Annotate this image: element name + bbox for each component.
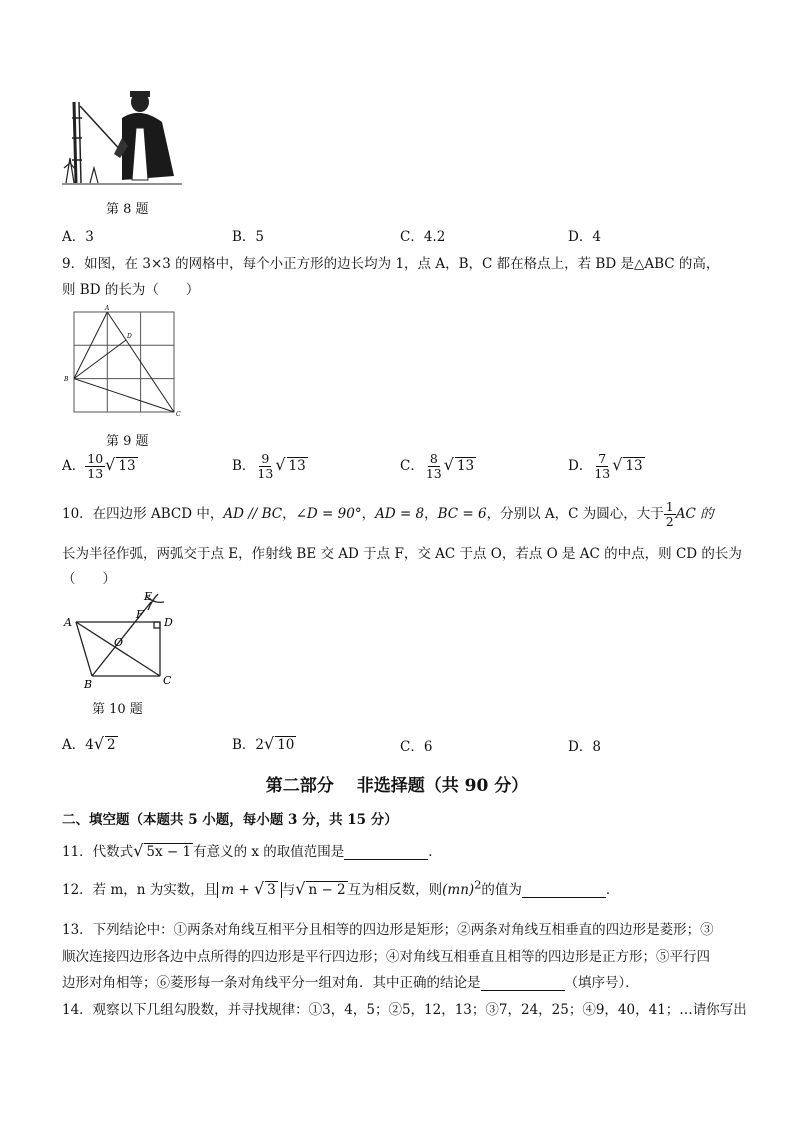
q9-text-line1: 9．如图，在 3×3 的网格中，每个小正方形的边长均为 1，点 A，B，C 都在格点上，若 BD 是△ABC 的高，: [62, 256, 720, 272]
q10-option-a: A．4√ 2: [62, 734, 116, 753]
q10-text-line2: 长为半径作弧，两弧交于点 E，作射线 BE 交 AD 于点 F，交 AC 于点 O，若点 O 是 AC 的中点，则 CD 的长为: [62, 546, 742, 562]
q8-option-c: C．4.2: [400, 229, 446, 245]
q9-text-line2: 则 BD 的长为（ ）: [62, 282, 200, 298]
q10-label-e: E: [144, 590, 153, 603]
q10-label-c: C: [163, 674, 172, 687]
q13-answer-blank[interactable]: [481, 990, 565, 991]
q14-line1: 14．观察以下几组勾股数，并寻找规律：①3，4，5；②5，12，13；③7，24，25；④9，40，41；…请你写出: [62, 1002, 747, 1018]
q9-label-c: C: [176, 411, 181, 418]
q11-answer-blank[interactable]: [344, 859, 428, 860]
q10-label-b: B: [84, 678, 93, 690]
q8-caption: 第 8 题: [106, 202, 149, 217]
q9-caption: 第 9 题: [106, 434, 149, 449]
q8-option-b: B．5: [232, 229, 265, 245]
section2-title: 第二部分 非选择题（共 90 分）: [265, 776, 529, 796]
q11-text: 11．代数式√ 5x − 1 有意义的 x 的取值范围是 ．: [62, 841, 442, 860]
q9-option-d: D． $\frac{7}{13}$ √ 13: [568, 451, 643, 481]
q8-illustration: [62, 88, 192, 188]
q13-line1: 13．下列结论中：①两条对角线互相平分且相等的四边形是矩形；②两条对角线互相垂直的四边形是菱形；③: [62, 922, 714, 938]
q12-text: 12．若 m，n 为实数，且 m + √ 3 与√ n − 2 互为相反数，则(mn)$^2$的值为 ．: [62, 878, 620, 898]
q12-answer-blank[interactable]: [522, 897, 606, 898]
q9-option-b: B． $\frac{9}{13}$ √ 13: [232, 451, 306, 481]
q8-option-d: D．4: [568, 229, 601, 245]
q10-label-a: A: [64, 616, 72, 629]
q10-quadrilateral-figure: [62, 588, 182, 690]
q9-label-b: B: [64, 376, 69, 383]
q10-option-d: D．8: [568, 739, 601, 755]
q10-label-d: D: [164, 616, 173, 629]
q10-text-line1: 10．在四边形 ABCD 中，AD // BC，∠D = 90°，AD = 8，BC = 6，分别以 A，C 为圆心，大于 $\frac{1}{2}$ AC 的: [62, 499, 714, 529]
q10-option-c: C．6: [400, 739, 433, 755]
section2-subtitle: 二、填空题（本题共 5 小题，每小题 3 分，共 15 分）: [62, 812, 398, 828]
q10-caption: 第 10 题: [92, 702, 143, 717]
q9-label-d: D: [127, 333, 132, 340]
q9-option-c: C． $\frac{8}{13}$ √ 13: [400, 451, 475, 481]
q9-option-a: A． $\frac{10}{13}$ √ 13: [62, 451, 136, 481]
q9-grid-figure: [62, 302, 192, 420]
q13-line2: 顺次连接四边形各边中点所得的四边形是平行四边形；④对角线互相垂直且相等的四边形是正方形；⑤平行四: [62, 949, 710, 965]
q10-label-o: O: [114, 636, 124, 649]
q10-option-b: B．2√ 10: [232, 734, 295, 753]
q9-label-a: A: [105, 305, 110, 312]
q8-option-a: A．3: [62, 229, 94, 245]
q13-line3: 边形对角相等；⑥菱形每一条对角线平分一组对角．其中正确的结论是 （填序号）．: [62, 975, 639, 991]
q10-text-line3: （ ）: [62, 571, 116, 587]
q10-label-f: F: [136, 608, 144, 621]
